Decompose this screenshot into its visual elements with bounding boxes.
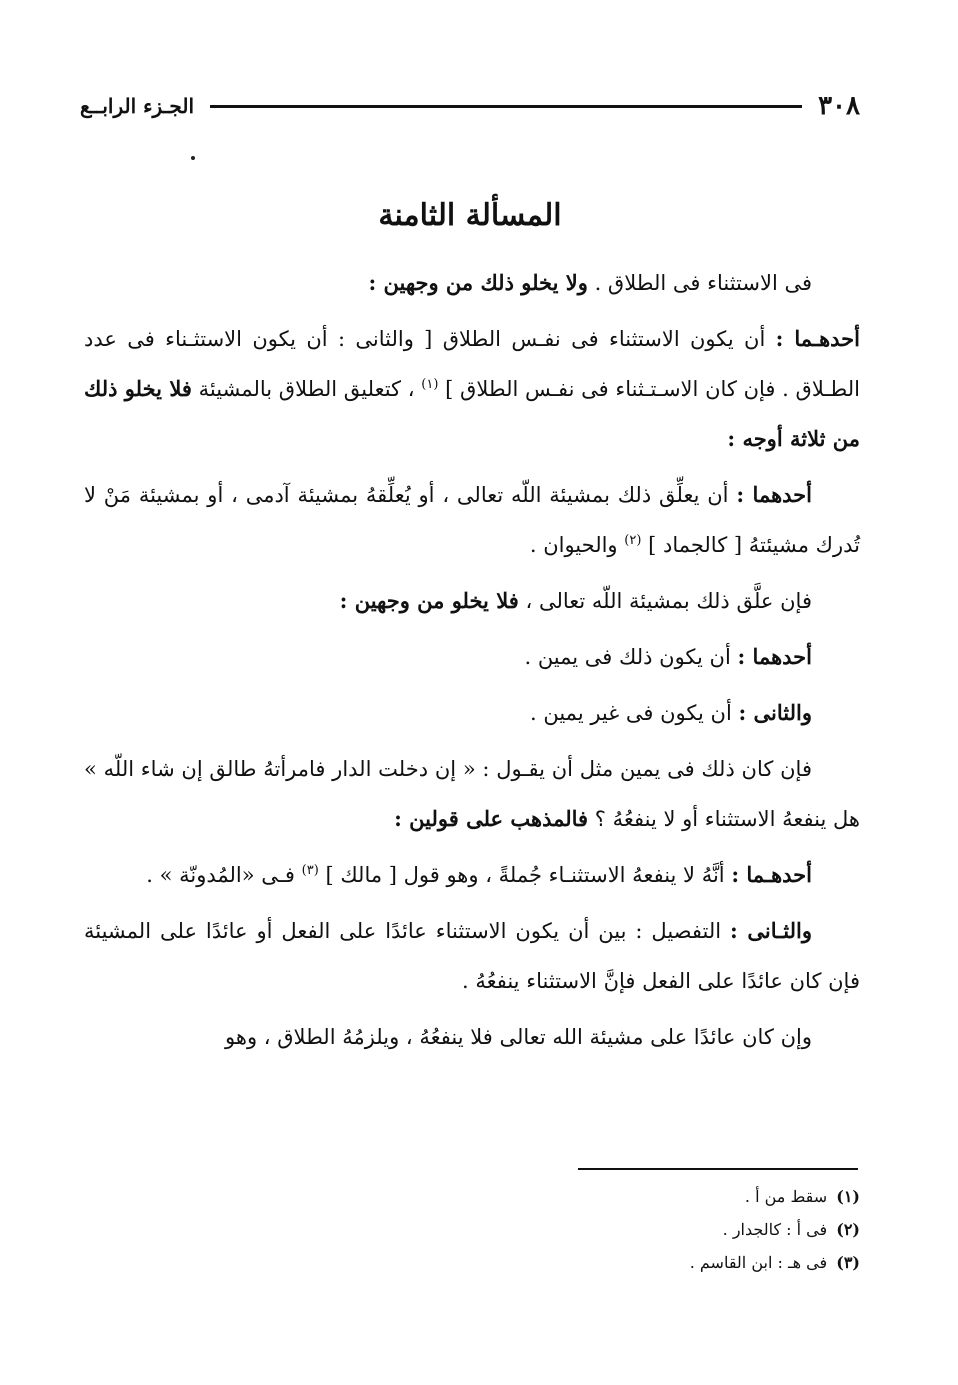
paragraph (84, 470, 860, 570)
bold-text: فلا يخلو من وجهين : (339, 588, 519, 613)
footnote (500, 1180, 860, 1213)
bold-text: ولا يخلو ذلك من وجهين : (368, 270, 588, 295)
text-run: أن يكون الاستثناء فى نفـس الطلاق [ والثانى : أن يكون الاستثـناء فى عدد الطـلاق . فإن كان الاسـتـثناء فى نفـس الطلاق ] (84, 327, 860, 401)
footnote-text: سقط من أ . (744, 1187, 828, 1206)
part-name: الجـزء الرابــع (80, 94, 194, 118)
paragraph (84, 258, 860, 308)
paragraph (84, 314, 860, 464)
text-run: أنَّهُ لا ينفعهُ الاستثنـاء جُملةً ، وهو قول [ مالك ] (325, 863, 725, 887)
footnote-rule (578, 1168, 858, 1170)
footnote-number: (٣) (836, 1253, 860, 1272)
text-run: التفصيل : بين أن يكون الاستثناء عائدًا على الفعل أو عائدًا على المشيئة فإن كان عائدًا على الفعل فإنَّ الاستثناء ينفعُهُ . (84, 919, 860, 993)
text-run: ، كتعليق الطلاق بالمشيئة (198, 377, 415, 401)
text-run: فإن علَّق ذلك بمشيئة اللّه تعالى ، (525, 589, 812, 613)
bold-text: أحدهما : (737, 644, 812, 669)
header-rule (210, 105, 802, 108)
footnote-text: فى أ : كالجدار . (722, 1220, 828, 1239)
text-run: فى الاستثناء فى الطلاق . (594, 271, 812, 295)
footnote-ref: (٢) (624, 533, 642, 548)
footnote-ref: (١) (421, 377, 439, 392)
paragraph (84, 744, 860, 844)
text-run: وإن كان عائدًا على مشيئة الله تعالى فلا ينفعُهُ ، ويلزمُهُ الطلاق ، وهو (225, 1025, 812, 1049)
paragraph (84, 576, 860, 626)
paragraph (84, 850, 860, 900)
bold-text: أحدهما : (736, 482, 812, 507)
bold-text: أحدهـما : (775, 326, 860, 351)
body-text (84, 258, 860, 1068)
footnote-number: (١) (836, 1187, 860, 1206)
text-run: أن يكون ذلك فى يمين . (524, 645, 731, 669)
page-number: ٣٠٨ (818, 91, 860, 121)
footnote (500, 1246, 860, 1279)
bold-text: فالمذهب على قولين : (394, 806, 589, 831)
footnote (500, 1213, 860, 1246)
paragraph (84, 632, 860, 682)
bold-text: فلا يخلو ذلك من ثلاثة أوجه : (84, 376, 860, 451)
ink-speck (191, 156, 195, 160)
paragraph (84, 1012, 860, 1062)
running-header (80, 88, 860, 124)
paragraph (84, 906, 860, 1006)
text-run: أن يعلِّق ذلك بمشيئة اللّه تعالى ، أو يُعلِّقهُ بمشيئة آدمى ، أو بمشيئة مَنْ لا تُدرك مشيئتهُ [ كالجماد ] (84, 483, 860, 557)
text-run: فإن كان ذلك فى يمين مثل أن يقـول : « إن دخلت الدار فامرأتهُ طالق إن شاء اللّه » هل ينفعهُ الاستثناء أو لا ينفعُهُ ؟ (84, 757, 860, 831)
footnote-ref: (٣) (301, 863, 319, 878)
paragraph (84, 688, 860, 738)
bold-text: أحدهـما : (731, 862, 812, 887)
footnote-text: فى هـ : ابن القاسم . (689, 1253, 828, 1272)
footnote-number: (٢) (836, 1220, 860, 1239)
text-run: والحيوان . (529, 533, 618, 557)
bold-text: والثـانى : (730, 918, 812, 943)
text-run: أن يكون فى غير يمين . (530, 701, 732, 725)
section-title: المسألة الثامنة (378, 198, 562, 233)
footnotes (500, 1180, 860, 1279)
text-run: فـى «المُدونّة » . (146, 863, 295, 887)
bold-text: والثانى : (738, 700, 812, 725)
